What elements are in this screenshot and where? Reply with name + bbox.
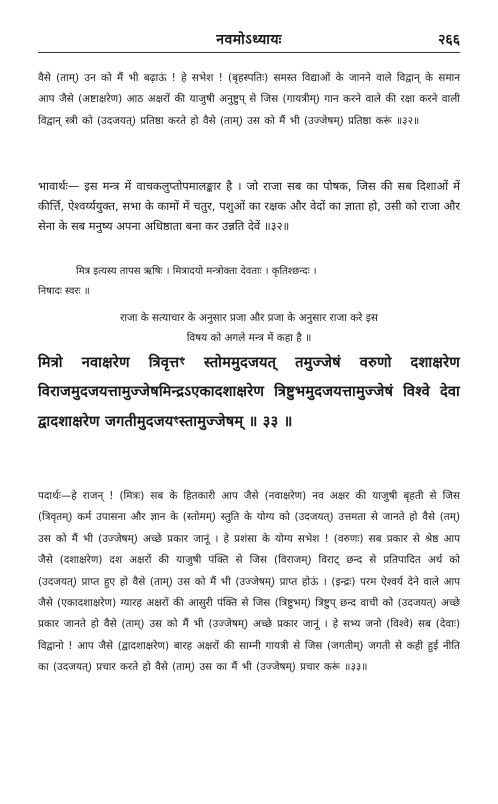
page-number: २६६: [438, 32, 460, 48]
bhavarth-paragraph: भावार्थः— इस मन्त्र में वाचकलुप्तोपमालङ्कार है । जो राजा सब का पोषक, जिस की सब दिशाओं में कीर्त्ति, ऐश्वर्य्ययुक्त, सभा के कामों में चतुर, पशुओं का रक्षक और वेदों का ज्ञाता हो, उसी को राजा और सेना के सब मनुष्य अपना अधिष्ठाता बना कर उन्नति देवें ॥३२॥: [38, 179, 460, 234]
page-header: [0, 30, 498, 52]
top-paragraph: वैसे (ताम्) उन को मैं भी बढ़ाऊं ! हे सभेश ! (बृहस्पतिः) समस्त विद्याओं के जानने वाले विद्वान् के समान आप जैसे (अष्टाक्षरेण) आठ अक्षरों की याजुषी अनुष्टुप् से जिस (गायत्रीम्) गान करने वाले की रक्षा करने वाली विद्वान् स्त्री को (उदजयत्) प्रतिष्ठा करते हो वैसे (ताम्) उस को मैं भी (उज्जेषम्) प्रतिष्ठा करूं ॥३२॥: [38, 72, 460, 127]
header-rule: [38, 52, 460, 53]
meta-line-swara: निषादः स्वरः ॥: [38, 286, 90, 297]
chapter-title: नवमोऽध्यायः: [216, 32, 282, 48]
mantra-metadata: [38, 262, 460, 302]
meta-line-rishi: मित्र इत्यस्य तापस ऋषिः । मित्रादयो मन्त्रोक्ता देवताः । कृतिश्छन्दः ।: [76, 266, 317, 277]
mantra-text: मित्रो नवाक्षरेण त्रिवृत्तꣳ स्तोममुदजयत् तमुज्जेषं वरुणो दशाक्षरेण विराजमुदजयत्तामुज्जेषमिन्द्रऽएकादशाक्षरेण त्रिष्टुभमुदजयत्तामुज्जेषं विश्वे देवा द्वादशाक्षरेण जगतीमुदजयꣳस्तामुज्जेषम् ॥ ३३ ॥: [38, 354, 460, 430]
padarth-paragraph: पदार्थः—हे राजन् ! (मित्रः) सब के हितकारी आप जैसे (नवाक्षरेण) नव अक्षर की याजुषी बृहती से जिस (त्रिवृतम्) कर्म उपासना और ज्ञान के (स्तोमम्) स्तुति के योग्य को (उदजयत्) उत्तमता से जानते हो वैसे (तम्) उस को मैं भी (उज्जेषम्) अच्छे प्रकार जानूं । हे प्रशंसा के योग्य सभेश ! (वरुणः) सब प्रकार से श्रेष्ठ आप जैसे (दशाक्षरेण) दश अक्षरों की याजुषी पंक्ति से जिस (विराजम्) विराट् छन्द से प्रतिपादित अर्थ को (उदजयत्) प्राप्त हुए हो वैसे (ताम्) उस को मैं भी (उज्जेषम्) प्राप्त होऊं । (इन्द्रः) परम ऐश्वर्य देने वाले आप जैसे (एकादशाक्षरेण) ग्यारह अक्षरों की आसुरी पंक्ति से जिस (त्रिष्टुभम्) त्रिष्टुप् छन्द वाची को (उदजयत्) अच्छे प्रकार जानते हो वैसे (ताम्) उस को मैं भी (उज्जेषम्) अच्छे प्रकार जानूं । हे सभ्य जनो (विश्वे) सब (देवाः) विद्वानो ! आप जैसे (द्वादशाक्षरेण) बारह अक्षरों की साम्नी गायत्री से जिस (जगतीम्) जगती से कही हुई नीति का (उदजयत्) प्रचार करते हो वैसे (ताम्) उस का मैं भी (उज्जेषम्) प्रचार करूं ॥३३॥: [38, 490, 460, 674]
mantra-intro: [38, 308, 460, 348]
intro-line-2: विषय को अगले मन्त्र में कहा है ॥: [186, 332, 312, 344]
intro-line-1: राजा के सत्याचार के अनुसार प्रजा और प्रजा के अनुसार राजा करे इस: [120, 312, 378, 324]
